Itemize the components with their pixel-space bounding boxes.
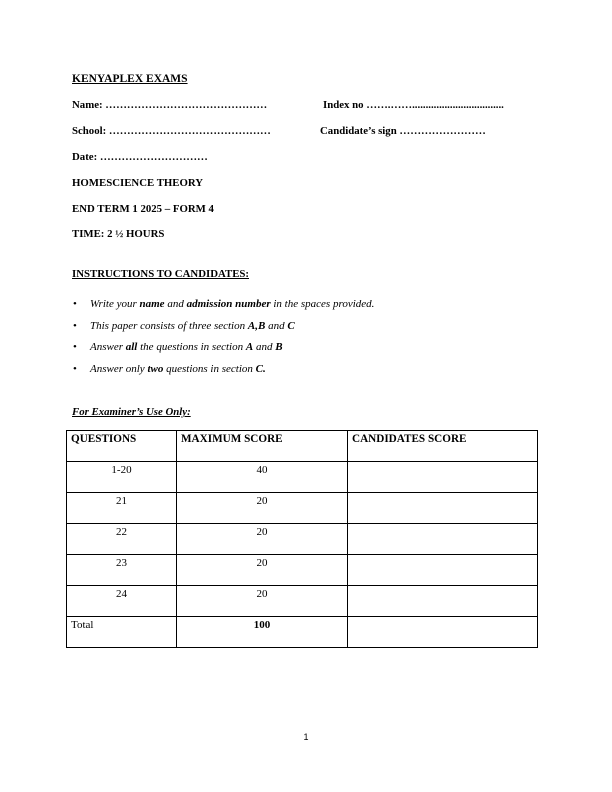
exam-provider-title: KENYAPLEX EXAMS: [72, 73, 188, 85]
table-row: [67, 524, 538, 555]
examiner-use-heading: For Examiner’s Use Only:: [72, 406, 191, 418]
instruction-item: • Answer only two questions in section C.: [73, 362, 266, 375]
question-cell: 1-20: [67, 462, 177, 493]
candidate-score-cell[interactable]: [348, 524, 538, 555]
table-row: [67, 555, 538, 586]
column-header-candidates-score: CANDIDATES SCORE: [348, 431, 538, 462]
exam-duration: TIME: 2 ½ HOURS: [72, 228, 165, 240]
exam-term: END TERM 1 2025 – FORM 4: [72, 203, 214, 215]
table-row: [67, 493, 538, 524]
total-label-cell: Total: [67, 617, 177, 648]
instruction-item: • Answer all the questions in section A and B: [73, 341, 283, 353]
bullet-icon: •: [73, 362, 77, 375]
column-header-maximum-score: MAXIMUM SCORE: [177, 431, 348, 462]
score-table: [66, 430, 538, 648]
instructions-list: [72, 297, 374, 383]
index-number-field-line: Index no …….……..................................: [323, 99, 504, 111]
max-score-cell: 20: [177, 493, 348, 524]
bullet-icon: •: [73, 341, 77, 353]
max-score-cell: 20: [177, 555, 348, 586]
instruction-item: • Write your name and admission number in the spaces provided.: [73, 298, 375, 310]
table-row: [67, 586, 538, 617]
total-candidate-score-cell[interactable]: [348, 617, 538, 648]
question-cell: 22: [67, 524, 177, 555]
table-total-row: [67, 617, 538, 648]
bullet-icon: •: [73, 298, 77, 310]
instruction-item: • This paper consists of three section A,B and C: [73, 319, 295, 332]
candidate-score-cell[interactable]: [348, 493, 538, 524]
instructions-heading: INSTRUCTIONS TO CANDIDATES:: [72, 268, 249, 280]
page-number: 1: [303, 732, 309, 742]
question-cell: 23: [67, 555, 177, 586]
column-header-questions: QUESTIONS: [67, 431, 177, 462]
candidate-score-cell[interactable]: [348, 586, 538, 617]
total-max-score-cell: 100: [177, 617, 348, 648]
name-field-line: Name: ………………………………………: [72, 99, 268, 111]
table-row: [67, 462, 538, 493]
subject-title: HOMESCIENCE THEORY: [72, 177, 204, 189]
max-score-cell: 20: [177, 524, 348, 555]
bullet-icon: •: [73, 319, 77, 332]
candidate-score-cell[interactable]: [348, 555, 538, 586]
candidate-score-cell[interactable]: [348, 462, 538, 493]
date-field-line: Date: …………………………: [72, 151, 208, 163]
candidate-sign-field-line: Candidate’s sign ……………………: [320, 125, 486, 137]
table-header-row: [67, 431, 538, 462]
question-cell: 21: [67, 493, 177, 524]
school-field-line: School: ………………………………………: [72, 125, 271, 137]
max-score-cell: 20: [177, 586, 348, 617]
question-cell: 24: [67, 586, 177, 617]
max-score-cell: 40: [177, 462, 348, 493]
